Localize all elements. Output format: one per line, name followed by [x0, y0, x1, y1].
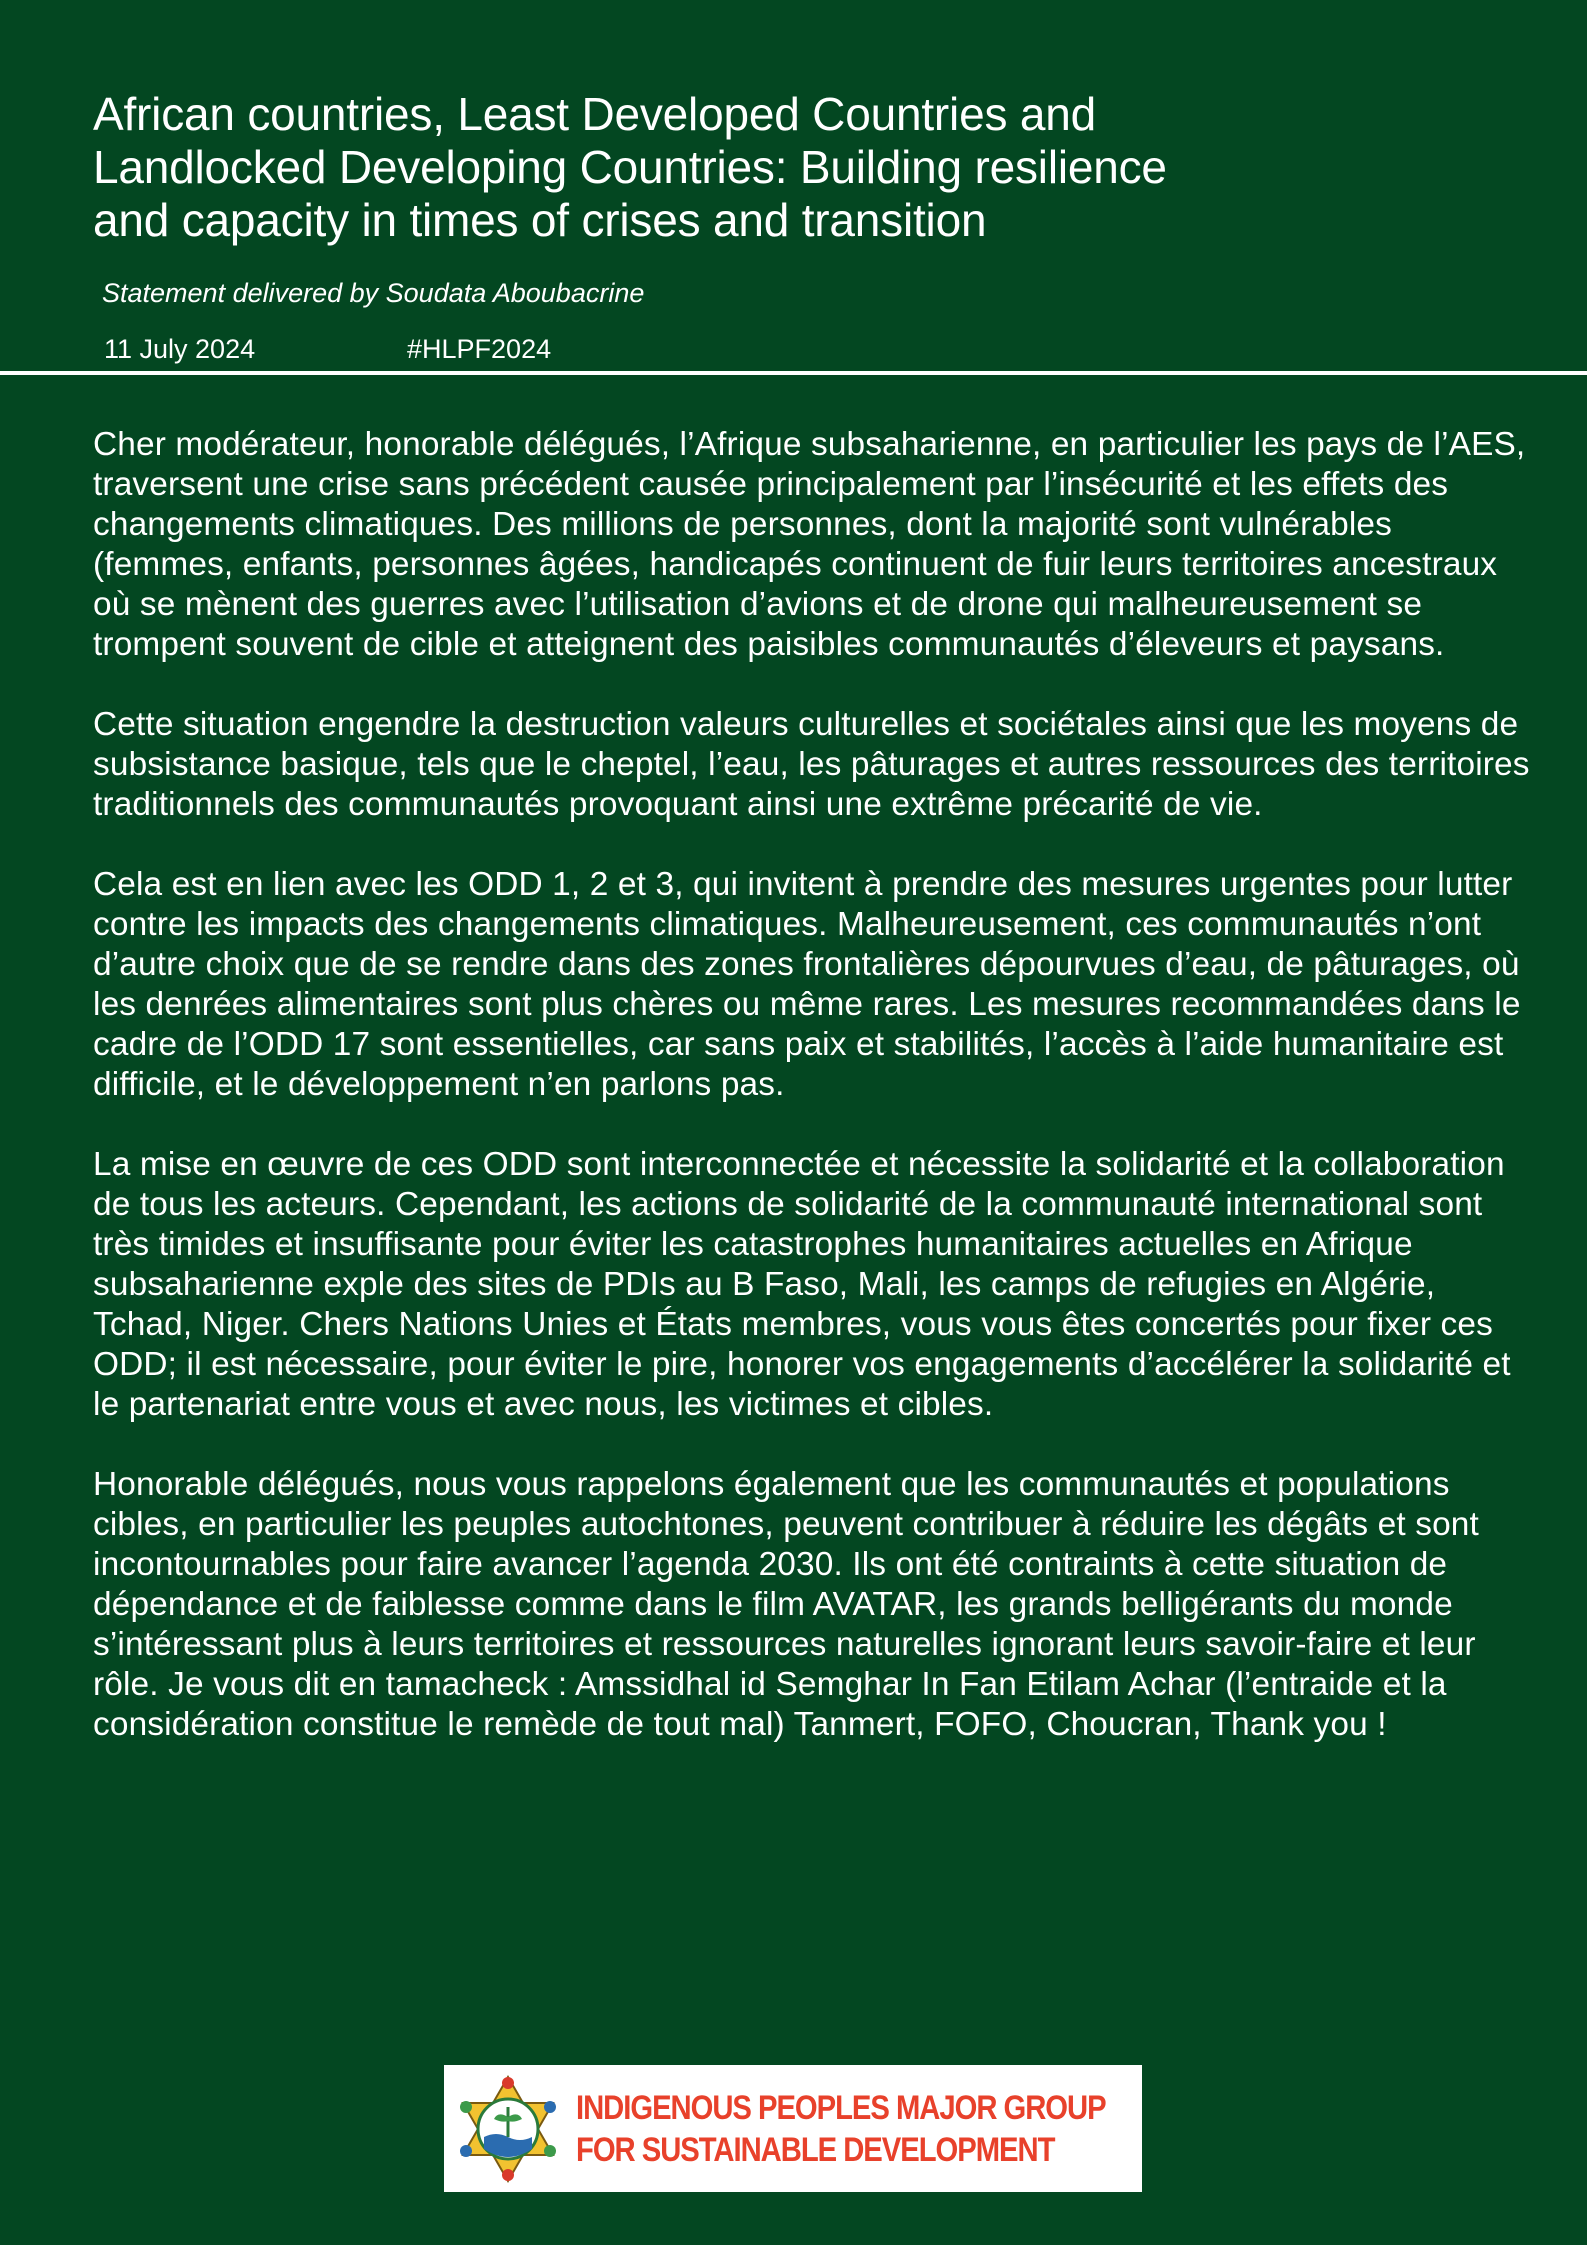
statement-date: 11 July 2024 [104, 334, 256, 364]
paragraph-2: Cette situation engendre la destruction valeurs culturelles et sociétales ainsi que les moyens de subsistance basique, tels que le cheptel, l’eau, les pâturages et autres ressources des territoires traditionnels des communautés provoquant ainsi une extrême précarité de vie. [93, 706, 1530, 823]
paragraph-1: Cher modérateur, honorable délégués, l’Afrique subsaharienne, en particulier les pays de l’AES, traversent une crise sans précédent causée principalement par l’insécurité et les effets des changements climatiques. Des millions de personnes, dont la majorité sont vulnérables (femmes, enfants, personnes âgées, handicapés continuent de fuir leurs territoires ancestraux où se mènent des guerres avec l’utilisation d’avions et de drone qui malheureusement se trompent souvent de cible et atteignent des paisibles communautés d’éleveurs et paysans. [93, 426, 1526, 663]
paragraph-5: Honorable délégués, nous vous rappelons également que les communautés et populations cibles, en particulier les peuples autochtones, peuvent contribuer à réduire les dégâts et sont incontournables pour faire avancer l’agenda 2030. Ils ont été contraints à cette situation de dépendance et de faiblesse comme dans le film AVATAR, les grands belligérants du monde s’intéressant plus à leurs territoires et ressources naturelles ignorant leurs savoir-faire et leur rôle. Je vous dit en tamacheck : Amssidhal id Semghar In Fan Etilam Achar (l’entraide et la considération constitue le remède de tout mal) Tanmert, FOFO, Choucran, Thank you ! [93, 1466, 1479, 1743]
paragraph-4: La mise en œuvre de ces ODD sont interconnectée et nécessite la solidarité et la collaboration de tous les acteurs. Cependant, les actions de solidarité de la communauté international sont très timides et insuffisante pour éviter les catastrophes humanitaires actuelles en Afrique subsaharienne exple des sites de PDIs au B Faso, Mali, les camps de refugies en Algérie, Tchad, Niger. Chers Nations Unies et États membres, vous vous êtes concertés pour fixer ces ODD; il est nécessaire, pour éviter le pire, honorer vos engagements d’accélérer la solidarité et le partenariat entre vous et avec nous, les victimes et cibles. [93, 1146, 1511, 1423]
event-hashtag: #HLPF2024 [407, 334, 552, 364]
title-line-2: Landlocked Developing Countries: Building resilience [93, 141, 1167, 193]
title-line-1: African countries, Least Developed Countries and [93, 88, 1096, 140]
header-divider [0, 371, 1587, 375]
ipmg-logo-text [576, 2087, 1106, 2171]
document-header [93, 88, 1513, 247]
logo-line-2: FOR SUSTAINABLE DEVELOPMENT [576, 2130, 1055, 2169]
ipmg-emblem-icon [450, 2071, 566, 2187]
title-line-3: and capacity in times of crises and transition [93, 194, 987, 246]
page-title [93, 88, 1513, 247]
ipmg-logo [444, 2065, 1142, 2192]
statement-byline: Statement delivered by Soudata Aboubacrine [102, 278, 645, 308]
statement-body [93, 425, 1533, 1785]
paragraph-3: Cela est en lien avec les ODD 1, 2 et 3, qui invitent à prendre des mesures urgentes pour lutter contre les impacts des changements climatiques. Malheureusement, ces communautés n’ont d’autre choix que de se rendre dans des zones frontalières dépourvues d’eau, de pâturages, où les denrées alimentaires sont plus chères ou même rares. Les mesures recommandées dans le cadre de l’ODD 17 sont essentielles, car sans paix et stabilités, l’accès à l’aide humanitaire est difficile, et le développement n’en parlons pas. [93, 866, 1521, 1103]
logo-line-1: INDIGENOUS PEOPLES MAJOR GROUP [576, 2088, 1106, 2127]
